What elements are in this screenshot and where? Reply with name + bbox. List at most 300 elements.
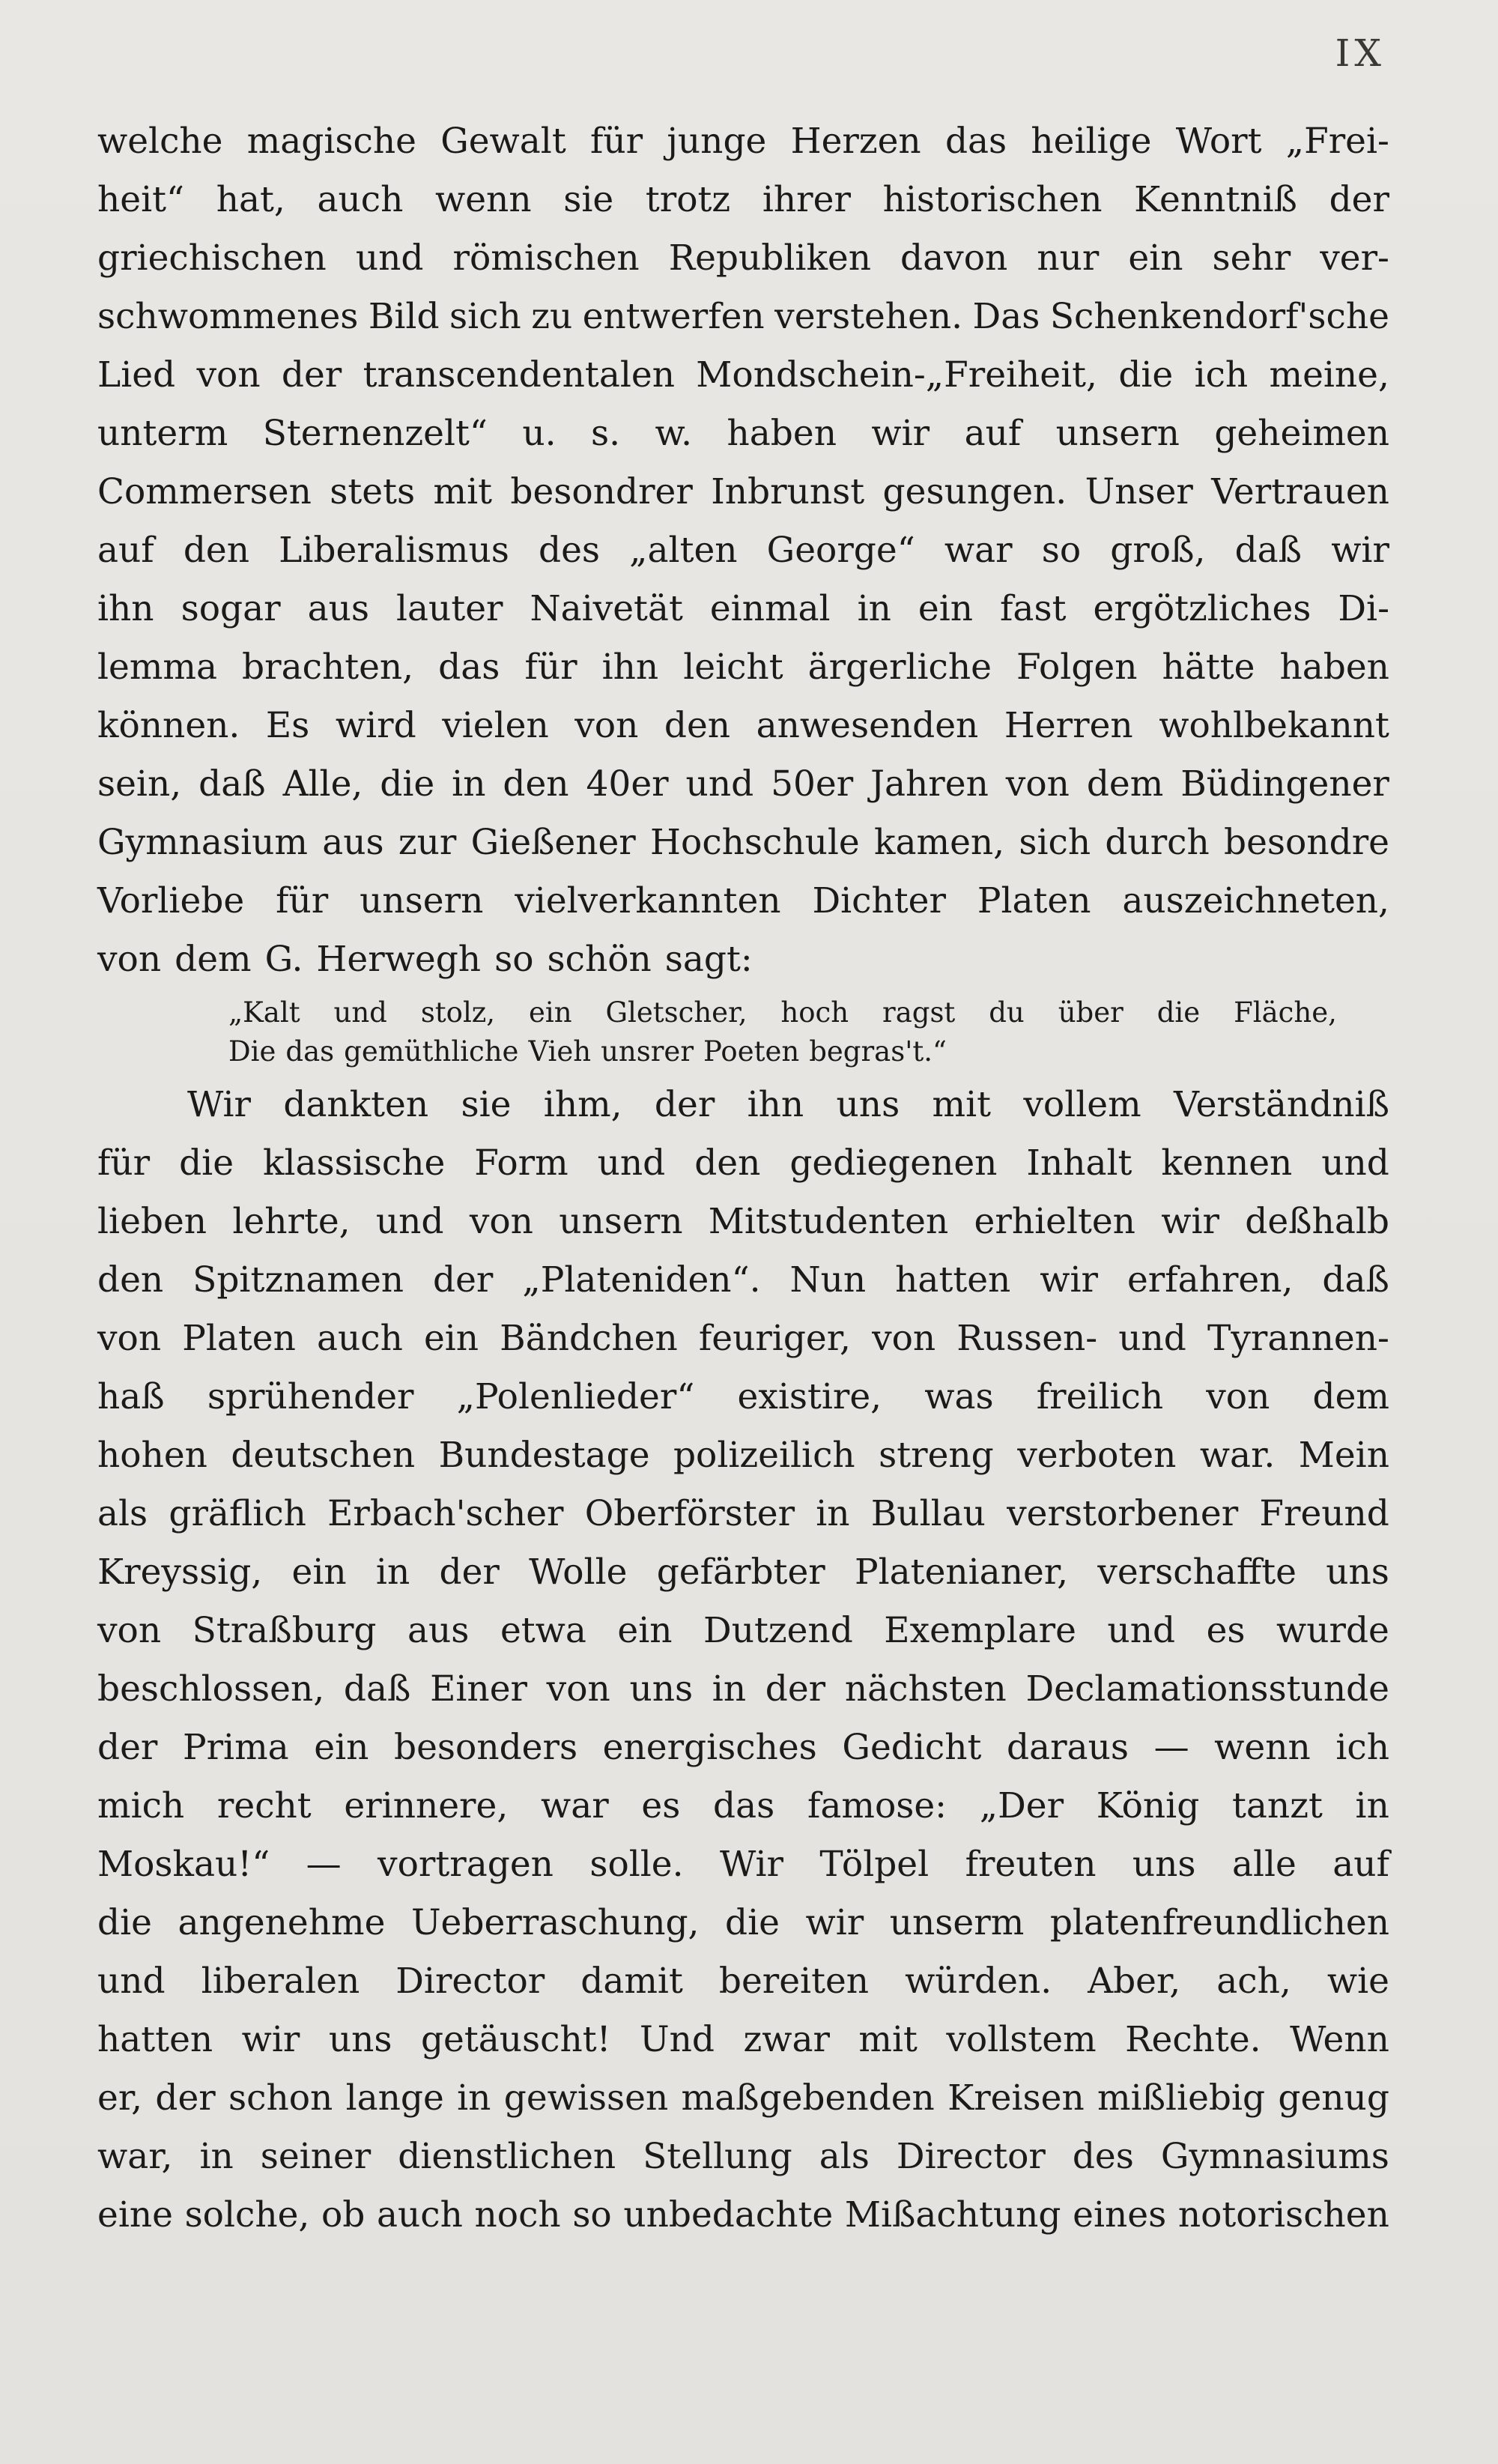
word: Platen bbox=[977, 880, 1091, 921]
word: von bbox=[469, 1201, 533, 1242]
text-line bbox=[97, 2186, 1389, 2244]
word: Bullau bbox=[870, 1493, 986, 1534]
word: hohen bbox=[97, 1435, 207, 1476]
word: Gewalt bbox=[440, 121, 566, 162]
word: Herzen bbox=[790, 121, 921, 162]
word: ihn bbox=[97, 588, 154, 629]
word: König bbox=[1096, 1785, 1200, 1826]
word: das bbox=[285, 1035, 335, 1068]
word: Einer bbox=[430, 1668, 527, 1710]
word: sagt: bbox=[664, 939, 753, 980]
word: schwommenes bbox=[97, 296, 359, 337]
word: heit“ bbox=[97, 179, 185, 220]
word: haß bbox=[97, 1376, 165, 1417]
word: ihn bbox=[601, 647, 659, 688]
word: unserm bbox=[889, 1902, 1025, 1943]
word: und bbox=[597, 1142, 666, 1184]
quote-line bbox=[228, 1032, 1337, 1071]
word: ein bbox=[528, 996, 572, 1029]
word: Das bbox=[972, 296, 1040, 337]
text-line bbox=[97, 697, 1389, 755]
word: wenn bbox=[435, 179, 532, 220]
word: Lied bbox=[97, 354, 176, 396]
word: besondrer bbox=[510, 471, 693, 512]
text-line bbox=[97, 288, 1389, 346]
word: er, bbox=[97, 2077, 143, 2119]
word: feuriger, bbox=[698, 1318, 851, 1359]
word: transcendentalen bbox=[363, 354, 675, 396]
word: freilich bbox=[1036, 1376, 1164, 1417]
word: und bbox=[1107, 1610, 1176, 1651]
word: einmal bbox=[709, 588, 831, 629]
word: von bbox=[872, 1318, 936, 1359]
word: damit bbox=[580, 1961, 683, 2002]
word: Dichter bbox=[812, 880, 946, 921]
word: in bbox=[199, 2136, 234, 2177]
word: über bbox=[1058, 996, 1124, 1029]
word: lemma bbox=[97, 647, 218, 688]
word: hätte bbox=[1162, 647, 1255, 688]
word: vortragen bbox=[377, 1844, 554, 1885]
word: sich bbox=[449, 296, 521, 337]
word: von bbox=[1005, 763, 1070, 805]
text-line bbox=[97, 580, 1389, 638]
word: vielen bbox=[442, 705, 549, 746]
text-line bbox=[97, 814, 1389, 872]
word: Kreyssig, bbox=[97, 1552, 263, 1593]
word: 50er bbox=[771, 763, 854, 805]
text-line bbox=[97, 872, 1389, 930]
word: es bbox=[641, 1785, 681, 1826]
word: Naivetät bbox=[530, 588, 683, 629]
word: Straßburg bbox=[192, 1610, 377, 1651]
text-line bbox=[97, 755, 1389, 814]
word: von bbox=[97, 939, 162, 980]
word: Bundestage bbox=[438, 1435, 650, 1476]
word: der bbox=[281, 354, 342, 396]
word: Director bbox=[896, 2136, 1046, 2177]
word: so bbox=[1041, 530, 1082, 571]
word: mißliebig bbox=[1097, 2077, 1266, 2119]
word: auch bbox=[377, 2194, 463, 2236]
word: auszeichneten, bbox=[1122, 880, 1389, 921]
word: Büdingener bbox=[1180, 763, 1389, 805]
word: eine bbox=[97, 2194, 173, 2236]
word: Jahren bbox=[870, 763, 989, 805]
word: lieben bbox=[97, 1201, 207, 1242]
word: „Polenlieder“ bbox=[456, 1376, 695, 1417]
word: uns bbox=[836, 1084, 900, 1125]
word: ob bbox=[321, 2194, 366, 2236]
word: hat, bbox=[216, 179, 285, 220]
text-line bbox=[97, 930, 1389, 989]
text-line bbox=[97, 1368, 1389, 1426]
word: wir bbox=[241, 2019, 300, 2060]
word: polizeilich bbox=[673, 1435, 855, 1476]
word: schön bbox=[547, 939, 652, 980]
text-line bbox=[97, 2069, 1389, 2128]
word: in bbox=[712, 1668, 747, 1710]
word: existire, bbox=[737, 1376, 882, 1417]
word: Liberalismus bbox=[279, 530, 509, 571]
word: war. bbox=[1199, 1435, 1276, 1476]
word: genug bbox=[1278, 2077, 1389, 2119]
word: des bbox=[1072, 2136, 1134, 2177]
word: Fläche, bbox=[1234, 996, 1337, 1029]
word: schon bbox=[228, 2077, 333, 2119]
word: von bbox=[574, 705, 639, 746]
word: dankten bbox=[283, 1084, 429, 1125]
word: für bbox=[97, 1142, 151, 1184]
word: für bbox=[589, 121, 643, 162]
word: verschaffte bbox=[1097, 1552, 1297, 1593]
word: durch bbox=[1105, 822, 1210, 863]
word: sprühender bbox=[207, 1376, 414, 1417]
quote-line bbox=[228, 993, 1337, 1032]
word: erfahren, bbox=[1126, 1259, 1294, 1301]
text-line bbox=[97, 638, 1389, 697]
word: ich bbox=[1194, 354, 1249, 396]
word: wir bbox=[805, 1902, 864, 1943]
word: leicht bbox=[683, 647, 783, 688]
word: — bbox=[306, 1844, 342, 1885]
word: eines bbox=[1073, 2194, 1167, 2236]
word: sein, bbox=[97, 763, 182, 805]
word: ein bbox=[291, 1552, 347, 1593]
word: der bbox=[433, 1259, 494, 1301]
word: nächsten bbox=[844, 1668, 1007, 1710]
word: ach, bbox=[1216, 1961, 1291, 2002]
word: u. bbox=[522, 413, 557, 454]
word: der bbox=[439, 1552, 500, 1593]
word: groß, bbox=[1110, 530, 1206, 571]
word: von bbox=[97, 1318, 162, 1359]
word: Oberförster bbox=[584, 1493, 795, 1534]
word: und bbox=[1118, 1318, 1186, 1359]
word: Mein bbox=[1298, 1435, 1389, 1476]
word: unterm bbox=[97, 413, 228, 454]
word: römischen bbox=[452, 237, 640, 279]
word: Vertrauen bbox=[1211, 471, 1389, 512]
word: es bbox=[1206, 1610, 1246, 1651]
word: unsern bbox=[1055, 413, 1180, 454]
word: Herwegh bbox=[316, 939, 482, 980]
word: gefärbter bbox=[656, 1552, 825, 1593]
word: Exemplare bbox=[884, 1610, 1076, 1651]
word: in bbox=[457, 2077, 491, 2119]
word: Gletscher, bbox=[605, 996, 748, 1029]
word: recht bbox=[216, 1785, 312, 1826]
word: Commersen bbox=[97, 471, 312, 512]
word: Alle, bbox=[282, 763, 363, 805]
word: aus bbox=[407, 1610, 470, 1651]
word: wie bbox=[1326, 1961, 1389, 2002]
word: stolz, bbox=[420, 996, 496, 1029]
word: würden. bbox=[905, 1961, 1052, 2002]
word: vollstem bbox=[946, 2019, 1097, 2060]
word: den bbox=[503, 763, 569, 805]
word: Tölpel bbox=[819, 1844, 930, 1885]
word: Spitznamen bbox=[192, 1259, 404, 1301]
word: vollem bbox=[1023, 1084, 1141, 1125]
word: Platen bbox=[182, 1318, 296, 1359]
word: vielverkannten bbox=[515, 880, 781, 921]
word: Stellung bbox=[643, 2136, 792, 2177]
word: streng bbox=[879, 1435, 994, 1476]
word: nur bbox=[1037, 237, 1100, 279]
word: Vieh bbox=[528, 1035, 592, 1068]
word: daß bbox=[343, 1668, 411, 1710]
word: historischen bbox=[882, 179, 1103, 220]
word: war, bbox=[97, 2136, 173, 2177]
word: in bbox=[452, 763, 486, 805]
word: der bbox=[155, 2077, 216, 2119]
word: den bbox=[664, 705, 731, 746]
word: hatten bbox=[895, 1259, 1011, 1301]
text-line bbox=[97, 171, 1389, 229]
word: energisches bbox=[602, 1727, 817, 1768]
word: uns bbox=[629, 1668, 694, 1710]
word: verboten bbox=[1017, 1435, 1177, 1476]
word: hatten bbox=[97, 2019, 213, 2060]
text-line bbox=[97, 229, 1389, 288]
word: erinnere, bbox=[344, 1785, 509, 1826]
word: von bbox=[97, 1610, 162, 1651]
word: wir bbox=[871, 413, 930, 454]
word: so bbox=[494, 939, 534, 980]
word: haben bbox=[727, 413, 837, 454]
word: Erbach'scher bbox=[327, 1493, 564, 1534]
word: Freund bbox=[1259, 1493, 1389, 1534]
text-line bbox=[97, 1485, 1389, 1543]
word: wohlbekannt bbox=[1159, 705, 1389, 746]
word: die bbox=[725, 1902, 780, 1943]
word: der bbox=[97, 1727, 158, 1768]
body-text bbox=[97, 112, 1389, 2244]
word: klassische bbox=[262, 1142, 446, 1184]
word: in bbox=[1355, 1785, 1389, 1826]
word: trotz bbox=[645, 179, 731, 220]
word: daß bbox=[198, 763, 266, 805]
word: lauter bbox=[396, 588, 503, 629]
word: deutschen bbox=[231, 1435, 416, 1476]
word: ergötzliches bbox=[1093, 588, 1311, 629]
word: s. bbox=[591, 413, 621, 454]
text-line bbox=[97, 1310, 1389, 1368]
text-line bbox=[97, 1251, 1389, 1310]
word: stets bbox=[330, 471, 416, 512]
word: tanzt bbox=[1232, 1785, 1323, 1826]
word: Verständniß bbox=[1173, 1084, 1389, 1125]
word: wenn bbox=[1214, 1727, 1311, 1768]
text-line bbox=[97, 1076, 1389, 1134]
word: die bbox=[179, 1142, 234, 1184]
word: das bbox=[713, 1785, 775, 1826]
word: in bbox=[857, 588, 891, 629]
word: beschlossen, bbox=[97, 1668, 325, 1710]
word: den bbox=[694, 1142, 761, 1184]
word: ein bbox=[1128, 237, 1183, 279]
word: für bbox=[276, 880, 329, 921]
word: Nun bbox=[789, 1259, 867, 1301]
word: „Der bbox=[979, 1785, 1064, 1826]
word: Bändchen bbox=[500, 1318, 678, 1359]
word: Russen- bbox=[956, 1318, 1098, 1359]
word: und bbox=[1321, 1142, 1389, 1184]
word: Gedicht bbox=[842, 1727, 982, 1768]
word: der bbox=[1329, 179, 1389, 220]
word: liberalen bbox=[201, 1961, 360, 2002]
text-line bbox=[97, 1602, 1389, 1660]
word: maßgebenden bbox=[681, 2077, 935, 2119]
word: besonders bbox=[394, 1727, 578, 1768]
word: und bbox=[333, 996, 387, 1029]
word: und bbox=[685, 763, 754, 805]
word: Unser bbox=[1085, 471, 1193, 512]
word: Wir bbox=[187, 1084, 251, 1125]
word: das bbox=[438, 647, 500, 688]
word: Prima bbox=[182, 1727, 289, 1768]
word: die bbox=[1118, 354, 1174, 396]
text-line bbox=[97, 1777, 1389, 1835]
word: wurde bbox=[1276, 1610, 1389, 1651]
word: Herren bbox=[1004, 705, 1133, 746]
text-line bbox=[97, 1952, 1389, 2011]
word: Gymnasiums bbox=[1160, 2136, 1389, 2177]
text-line bbox=[97, 405, 1389, 463]
word: George“ bbox=[766, 530, 915, 571]
word: können. bbox=[97, 705, 240, 746]
word: junge bbox=[667, 121, 767, 162]
word: w. bbox=[655, 413, 693, 454]
text-line bbox=[97, 1134, 1389, 1193]
word: entwerfen bbox=[582, 296, 765, 337]
word: Gymnasium bbox=[97, 822, 308, 863]
word: als bbox=[97, 1493, 148, 1534]
word: Wolle bbox=[529, 1552, 628, 1593]
word: und bbox=[355, 237, 424, 279]
word: dienstlichen bbox=[398, 2136, 616, 2177]
word: in bbox=[375, 1552, 410, 1593]
word: ein bbox=[423, 1318, 479, 1359]
word: wir bbox=[1040, 1259, 1099, 1301]
word: „Kalt bbox=[228, 996, 300, 1029]
word: so bbox=[572, 2194, 612, 2236]
text-line bbox=[97, 463, 1389, 521]
text-line bbox=[97, 346, 1389, 405]
word: platenfreundlichen bbox=[1049, 1902, 1389, 1943]
word: gewissen bbox=[503, 2077, 669, 2119]
word: angenehme bbox=[178, 1902, 386, 1943]
text-line bbox=[97, 1426, 1389, 1485]
word: Mondschein-„Freiheit, bbox=[696, 354, 1097, 396]
word: wird bbox=[335, 705, 416, 746]
word: heilige bbox=[1031, 121, 1152, 162]
word: mit bbox=[433, 471, 492, 512]
word: sie bbox=[563, 179, 614, 220]
word: Rechte. bbox=[1125, 2019, 1261, 2060]
word: Aber, bbox=[1088, 1961, 1181, 2002]
word: ihn bbox=[747, 1084, 804, 1125]
word: zur bbox=[398, 822, 457, 863]
word: uns bbox=[1132, 1844, 1196, 1885]
word: auf bbox=[1332, 1844, 1389, 1885]
text-line bbox=[97, 1660, 1389, 1719]
word: unbedachte bbox=[623, 2194, 834, 2236]
word: notorischen bbox=[1177, 2194, 1389, 2236]
word: sich bbox=[1019, 822, 1091, 863]
word: Wort bbox=[1175, 121, 1262, 162]
word: auf bbox=[964, 413, 1022, 454]
block-quote bbox=[97, 993, 1337, 1071]
text-line bbox=[97, 1719, 1389, 1777]
word: Platenianer, bbox=[855, 1552, 1069, 1593]
word: Bild bbox=[368, 296, 440, 337]
word: Republiken bbox=[668, 237, 872, 279]
word: unsern bbox=[360, 880, 484, 921]
word: sie bbox=[461, 1084, 512, 1125]
word: 40er bbox=[586, 763, 669, 805]
word: mit bbox=[932, 1084, 992, 1125]
word: lehrte, bbox=[232, 1201, 351, 1242]
word: ich bbox=[1335, 1727, 1389, 1768]
word: brachten, bbox=[242, 647, 414, 688]
word: Director bbox=[395, 1961, 545, 2002]
word: war bbox=[944, 530, 1013, 571]
word: erhielten bbox=[974, 1201, 1135, 1242]
word: dem bbox=[175, 939, 252, 980]
word: unsrer bbox=[601, 1035, 694, 1068]
word: Mitstudenten bbox=[708, 1201, 949, 1242]
paragraph-2 bbox=[97, 1076, 1389, 2244]
word: ver- bbox=[1320, 237, 1389, 279]
word: das bbox=[944, 121, 1007, 162]
word: sehr bbox=[1212, 237, 1291, 279]
page-number: IX bbox=[1335, 31, 1386, 75]
word: und bbox=[97, 1961, 166, 2002]
word: die bbox=[97, 1902, 152, 1943]
word: freuten bbox=[965, 1844, 1097, 1885]
word: Di- bbox=[1338, 588, 1389, 629]
word: aus bbox=[307, 588, 369, 629]
word: als bbox=[819, 2136, 870, 2177]
word: besondre bbox=[1224, 822, 1389, 863]
text-line bbox=[97, 2011, 1389, 2069]
word: kamen, bbox=[874, 822, 1005, 863]
word: Kenntniß bbox=[1134, 179, 1297, 220]
text-line bbox=[97, 1543, 1389, 1602]
word: lange bbox=[345, 2077, 444, 2119]
word: ärgerliche bbox=[807, 647, 992, 688]
word: magische bbox=[246, 121, 416, 162]
text-line bbox=[97, 521, 1389, 580]
word: famose: bbox=[807, 1785, 947, 1826]
word: der bbox=[765, 1668, 826, 1710]
word: G. bbox=[264, 939, 303, 980]
word: auf bbox=[97, 530, 154, 571]
word: Es bbox=[265, 705, 310, 746]
text-line bbox=[97, 1894, 1389, 1952]
word: verstehen. bbox=[774, 296, 963, 337]
word: wir bbox=[1161, 1201, 1219, 1242]
word: daß bbox=[1322, 1259, 1389, 1301]
word: Wenn bbox=[1290, 2019, 1389, 2060]
word: noch bbox=[474, 2194, 561, 2236]
word: auch bbox=[316, 1318, 403, 1359]
word: sogar bbox=[181, 588, 281, 629]
word: aus bbox=[322, 822, 384, 863]
word: Sternenzelt“ bbox=[262, 413, 488, 454]
